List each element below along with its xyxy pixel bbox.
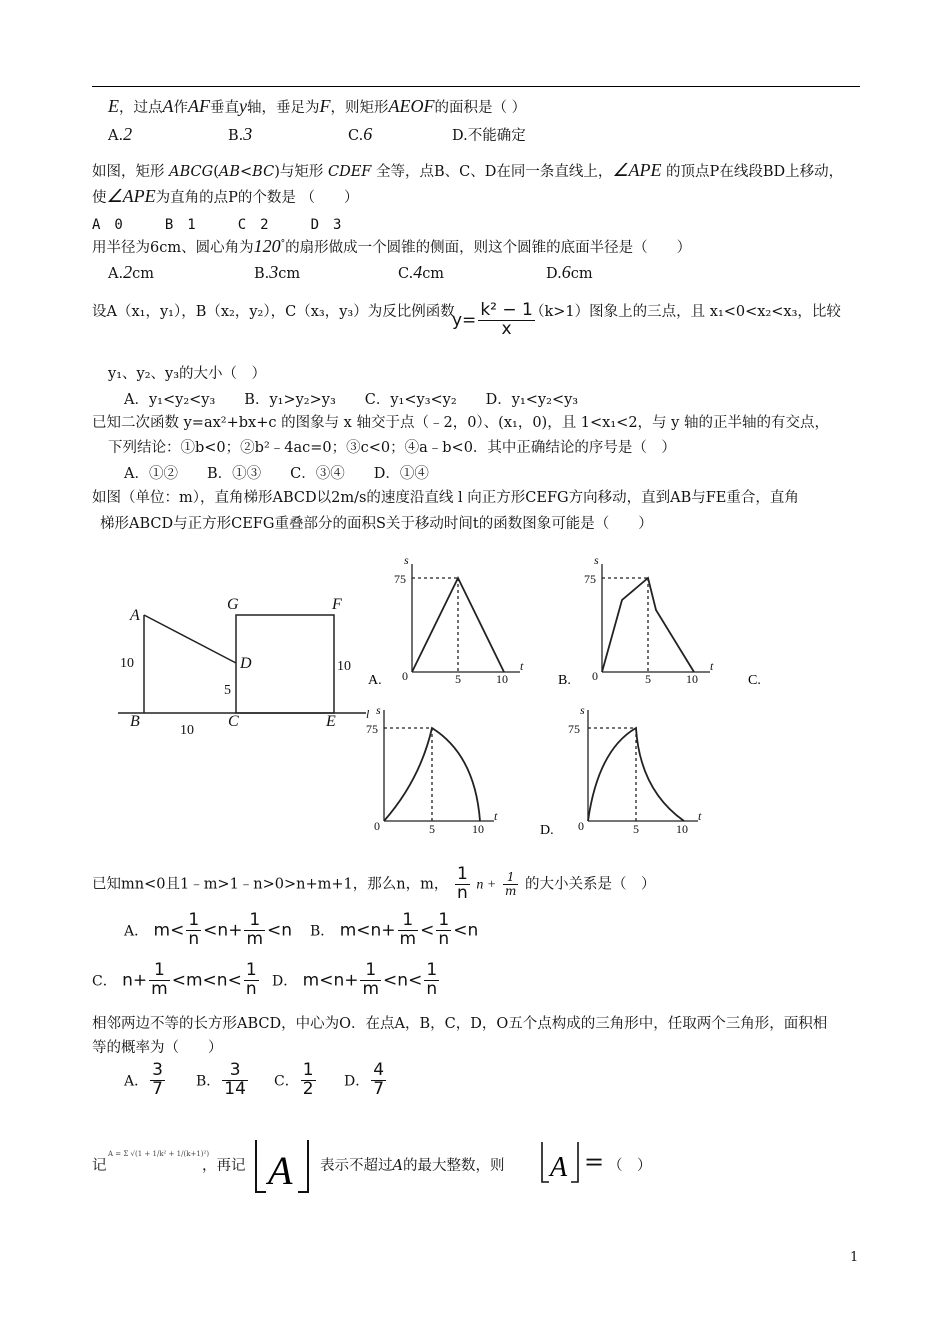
q5-figures — [0, 540, 950, 850]
q2-option-a: A.2cm — [108, 262, 154, 282]
graph-c-s: s — [376, 703, 381, 717]
len-bc: 10 — [180, 723, 194, 738]
label-f: F — [332, 596, 342, 613]
graph-d-label: D. — [540, 823, 554, 838]
graph-b-75: 75 — [584, 572, 596, 586]
q5-stem-line1: 如图（单位：m），直角梯形ABCD以2m/s的速度沿直线 l 向正方形CEFG方向移动，直到AB与FE重合，直角 — [92, 490, 799, 506]
graph-c-l: l — [366, 707, 370, 721]
q7-option-b: B． $\frac{3}{14}$ — [196, 1060, 246, 1099]
graph-a-t: t — [520, 659, 524, 673]
floor-bracket-large — [250, 1138, 314, 1196]
q7-stem-line1: 相邻两边不等的长方形ABCD，中心为O．在点A，B，C，D，O五个点构成的三角形中，任取两个三角形，面积相 — [92, 1016, 828, 1032]
len-cd: 5 — [224, 683, 231, 698]
label-d: D — [240, 655, 252, 672]
q8-sum-formula: A = Σ √(1 + 1/k² + 1/(k+1)²) — [108, 1150, 210, 1158]
label-g: G — [227, 596, 239, 613]
page-number: 1 — [850, 1250, 859, 1265]
graph-c-10: 10 — [472, 822, 484, 836]
graph-b-label: B. — [558, 673, 571, 688]
q2-option-d: D.6cm — [546, 262, 593, 282]
graph-b-10: 10 — [686, 672, 698, 686]
label-e: E — [326, 713, 336, 730]
q0-option-b: B.3 — [228, 124, 253, 144]
graph-c — [384, 710, 494, 821]
q6-stem: 已知mn<0且1﹣m>1﹣n>0>n+m+1，那么n，m， $\frac{1}{n}$ n + $\frac{1}{m}$ 的大小关系是（ ） — [92, 864, 656, 903]
graph-a-5: 5 — [455, 672, 461, 686]
q8-prefix: 记 — [92, 1158, 107, 1174]
q6-option-d: D． m<n+ $\frac{1}{m}$ <n< $\frac{1}{n}$ — [272, 960, 438, 999]
q3-stem-b: （k>1）图象上的三点，且 x₁<0<x₂<x₃，比较 — [530, 304, 841, 320]
graph-c-5: 5 — [429, 822, 435, 836]
graph-d-s: s — [580, 703, 585, 717]
q0-option-d: D.不能确定 — [452, 128, 526, 144]
graph-a — [412, 564, 520, 672]
q6-option-b: B． m<n+ $\frac{1}{m}$ < $\frac{1}{n}$ <n — [310, 910, 479, 949]
q6-option-c: C． n+ $\frac{1}{m}$ <m<n< $\frac{1}{n}$ — [92, 960, 257, 999]
graph-a-10: 10 — [496, 672, 508, 686]
q7-option-d: D． $\frac{4}{7}$ — [344, 1060, 385, 1099]
q1-options: A 0 B 1 C 2 D 3 — [92, 217, 342, 233]
q7-option-c: C． $\frac{1}{2}$ — [274, 1060, 314, 1099]
q3-stem-c: y₁、y₂、y₃的大小（ ） — [108, 366, 267, 382]
q3-function: y= $\frac{\text{k² − 1}}{x}$ — [452, 300, 533, 339]
graph-b-t: t — [710, 659, 714, 673]
graph-d — [588, 710, 698, 821]
graph-d-10: 10 — [676, 822, 688, 836]
graph-b-s: s — [594, 553, 599, 567]
top-rule — [92, 86, 860, 87]
q0-option-c: C.6 — [348, 124, 373, 144]
q3-stem-a: 设A（x₁，y₁），B（x₂，y₂），C（x₃，y₃）为反比例函数 — [92, 304, 455, 320]
graph-b — [602, 564, 710, 672]
graph-a-75: 75 — [394, 572, 406, 586]
q6-option-a: A． m< $\frac{1}{n}$ <n+ $\frac{1}{m}$ <n — [124, 910, 293, 949]
q1-stem-line2: 使∠APE为直角的点P的个数是 （ ） — [92, 186, 359, 206]
q7-option-a: A． $\frac{3}{7}$ — [124, 1060, 163, 1099]
graph-a-label: A. — [368, 673, 382, 688]
floor-a-large: A — [268, 1148, 293, 1193]
q2-stem: 用半径为6cm、圆心角为120°的扇形做成一个圆锥的侧面，则这个圆锥的底面半径是（ ） — [92, 236, 692, 256]
q5-stem-line2: 梯形ABCD与正方形CEFG重叠部分的面积S关于移动时间t的函数图象可能是（ ） — [100, 516, 653, 532]
q8-text-b: ，再记 — [202, 1158, 246, 1174]
graph-c-origin: 0 — [374, 819, 380, 833]
graph-d-t: t — [698, 809, 702, 823]
graph-c-label: C. — [748, 673, 761, 688]
graph-c-t: t — [494, 809, 498, 823]
q8-blank: （ ） — [608, 1158, 652, 1174]
len-ab: 10 — [120, 656, 134, 671]
q2-option-b: B.3cm — [254, 262, 301, 282]
graph-d-5: 5 — [633, 822, 639, 836]
label-a: A — [130, 607, 140, 624]
graph-a-origin: 0 — [402, 669, 408, 683]
q8-equals: = — [584, 1148, 605, 1176]
q0-stem: E，过点A作AF垂直y轴，垂足为F，则矩形AEOF的面积是（ ） — [108, 96, 527, 116]
q0-options: A.2 — [108, 124, 133, 144]
q4-options: A．①② B．①③ C．③④ D．①④ — [124, 466, 429, 482]
graph-b-5: 5 — [645, 672, 651, 686]
q4-stem-line1: 已知二次函数 y=ax²+bx+c 的图象与 x 轴交于点（﹣2，0）、(x₁，0)，且 1<x₁<2，与 y 轴的正半轴的有交点， — [92, 415, 829, 431]
q3-options: A．y₁<y₂<y₃ B．y₁>y₂>y₃ C．y₁<y₃<y₂ D．y₁<y₂<y₃ — [124, 392, 579, 408]
q7-stem-line2: 等的概率为（ ） — [92, 1040, 223, 1056]
floor-a-small: A — [550, 1152, 568, 1183]
q1-stem-line1: 如图，矩形 ABCG(AB<BC)与矩形 CDEF 全等，点B、C、D在同一条直线上，∠APE 的顶点P在线段BD上移动， — [92, 160, 844, 180]
graph-a-s: s — [404, 553, 409, 567]
label-b: B — [130, 713, 140, 730]
graph-d-75: 75 — [568, 722, 580, 736]
q8-text-c: 表示不超过A的最大整数，则 — [320, 1158, 505, 1174]
floor-bracket-small — [538, 1140, 582, 1186]
q2-option-c: C.4cm — [398, 262, 445, 282]
graph-d-origin: 0 — [578, 819, 584, 833]
len-ef: 10 — [337, 659, 351, 674]
q4-stem-line2: 下列结论：①b<0；②b²﹣4ac=0；③c<0；④a﹣b<0．其中正确结论的序号是（ ） — [108, 440, 676, 456]
label-c: C — [228, 713, 239, 730]
graph-b-origin: 0 — [592, 669, 598, 683]
graph-c-75: 75 — [366, 722, 378, 736]
